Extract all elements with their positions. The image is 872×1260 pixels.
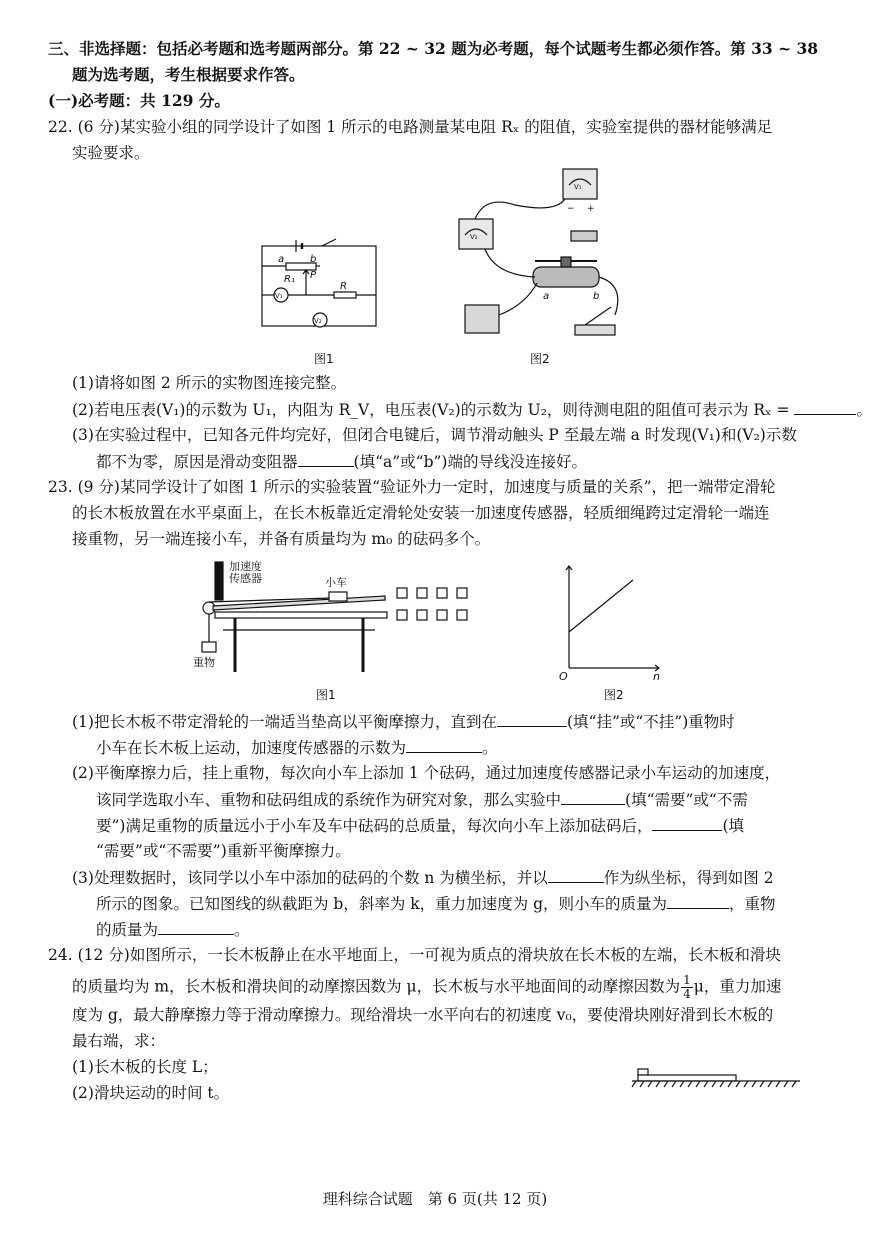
q23-part1-line2 [96, 736, 498, 759]
rheostat-slider [561, 257, 571, 267]
q22-fig1-circuit [250, 236, 390, 336]
q23-part3-blank3 [158, 918, 234, 935]
q24-fraction [681, 974, 693, 1001]
q24-line2-b: μ，重力加速 [693, 977, 782, 996]
q22-part2-blank [794, 398, 856, 415]
wire-2 [485, 249, 535, 277]
q22-fig1-caption: 图1 [314, 352, 334, 366]
q23-part3-line3-b: 。 [234, 921, 250, 939]
resistor-component [571, 231, 597, 241]
label-p: P [310, 270, 317, 281]
q23-part3-blank1 [548, 866, 604, 883]
q23-fig1-apparatus [185, 558, 475, 678]
q24-board-figure [632, 1066, 802, 1090]
graph-origin: O [559, 670, 568, 683]
label-v2: V₂ [314, 317, 322, 325]
label-weight: 重物 [193, 656, 215, 669]
q24-line1: 24. (12 分)如图所示，一长木板静止在水平地面上，一可视为质点的滑块放在长木板的左端，长木板和滑块 [48, 946, 781, 964]
q24-part1: (1)长木板的长度 L； [72, 1058, 218, 1076]
q23-part1-blank1 [497, 710, 567, 727]
wire-1 [475, 199, 565, 219]
q22-part2-end: 。 [856, 401, 872, 419]
hanging-weight [202, 642, 216, 652]
q23-part3-line1-a: (3)处理数据时，该同学以小车中添加的砝码的个数 n 为横坐标，并以 [72, 869, 548, 887]
q23-part3-line1-b: 作为纵坐标，得到如图 2 [603, 869, 774, 887]
cart [329, 592, 347, 601]
q23-part3-line2 [96, 892, 776, 915]
label-cart: 小车 [325, 576, 347, 589]
q23-part2-line2 [96, 788, 748, 811]
page-footer: 理科综合试题 第 6 页(共 12 页) [322, 1190, 548, 1208]
q22-fig2-apparatus [455, 165, 625, 345]
fig2-label-plus: + [587, 204, 595, 214]
q23-intro-line3: 接重物，另一端连接小车，并备有质量均为 m₀ 的砝码多个。 [72, 530, 491, 548]
acceleration-sensor [215, 562, 223, 600]
long-board [213, 596, 385, 610]
q22-part1: (1)请将如图 2 所示的实物图连接完整。 [72, 374, 347, 392]
q23-fig1-caption: 图1 [316, 688, 336, 702]
q22-part3-line1: (3)在实验过程中，已知各元件均完好，但闭合电键后，调节滑动触头 P 至最左端 a 时发现(V₁)和(V₂)示数 [72, 426, 797, 444]
q23-part3-line1 [72, 866, 774, 889]
label-r: R [340, 281, 347, 292]
ground-hatching [632, 1081, 796, 1087]
q23-part2-line3-b: (填 [722, 817, 745, 835]
data-line [569, 580, 633, 632]
q23-part2-blank1 [561, 788, 625, 805]
q23-part2-line3-a: 要”)满足重物的质量远小于小车及车中砝码的总质量，每次向小车上添加砝码后， [96, 817, 653, 835]
label-b: b [310, 254, 317, 265]
q23-fig2-graph [555, 560, 665, 683]
q22-intro-line2: 实验要求。 [72, 144, 150, 162]
q22-part2 [72, 398, 872, 421]
label-sensor-1: 加速度 [229, 560, 262, 573]
switch-blade [322, 239, 336, 246]
q23-part3-line2-a: 所示的图象。已知图线的纵截距为 b，斜率为 k，重力加速度为 g，则小车的质量为 [96, 895, 668, 913]
q24-line4: 最右端，求： [72, 1032, 166, 1050]
q23-part3-line3 [96, 918, 250, 941]
q22-part3-blank [298, 450, 354, 467]
switch-lever [585, 307, 611, 325]
q23-part3-blank2 [667, 892, 729, 909]
table-top [215, 612, 387, 618]
q22-part3-line2-b: (填“a”或“b”)端的导线没连接好。 [353, 453, 587, 471]
q23-part1-line1-a: (1)把长木板不带定滑轮的一端适当垫高以平衡摩擦力，直到在 [72, 713, 497, 731]
graph-xlabel: n [653, 670, 660, 683]
fig2-label-v2: V₂ [470, 233, 478, 241]
q23-part1-line2-b: 。 [482, 739, 498, 757]
q23-part1-blank2 [406, 736, 482, 753]
fig2-label-b: b [593, 291, 600, 302]
q24-fraction-numerator: 1 [683, 973, 691, 987]
required-heading: (一)必考题：共 129 分。 [48, 91, 230, 110]
q24-line2 [72, 974, 781, 1001]
section-heading-line1: 三、非选择题：包括必考题和选考题两部分。第 22 ~ 32 题为必考题，每个试题考生都必须作答。第 33 ~ 38 [48, 39, 819, 58]
q23-fig2-caption: 图2 [604, 688, 624, 702]
q22-part3-line2-a: 都不为零，原因是滑动变阻器 [96, 453, 298, 471]
slider-block [638, 1069, 648, 1075]
label-a: a [278, 254, 285, 265]
wire-4 [499, 283, 537, 315]
q23-intro-line2: 的长木板放置在水平桌面上，在长木板靠近定滑轮处安装一加速度传感器，轻质细绳跨过定滑轮一端连 [72, 504, 770, 522]
fig2-label-minus: − [567, 204, 575, 214]
q24-fraction-denominator: 4 [683, 987, 691, 1001]
rheostat-body [533, 267, 599, 287]
q23-part1-line2-a: 小车在长木板上运动，加速度传感器的示数为 [96, 739, 407, 757]
battery-body [465, 305, 499, 333]
q24-line2-a: 的质量均为 m，长木板和滑块间的动摩擦因数为 μ，长木板与水平地面间的动摩擦因数为 [72, 977, 681, 996]
switch-base [575, 325, 615, 335]
label-sensor-2: 传感器 [229, 572, 262, 585]
q23-part2-line2-b: (填“需要”或“不需 [625, 791, 748, 809]
mass-grid [397, 588, 467, 620]
resistor-r [334, 292, 356, 298]
q24-line3: 度为 g，最大静摩擦力等于滑动摩擦力。现给滑块一水平向右的初速度 v₀，要使滑块刚好滑到长木板的 [72, 1006, 774, 1024]
long-board [638, 1075, 736, 1081]
q23-part2-line4: “需要”或“不需要”)重新平衡摩擦力。 [96, 842, 351, 860]
label-v1: V₁ [275, 292, 283, 300]
q23-part1-line1 [72, 710, 735, 733]
q23-part2-line1: (2)平衡摩擦力后，挂上重物，每次向小车上添加 1 个砝码，通过加速度传感器记录小车运动的加速度， [72, 764, 781, 782]
q22-intro-line1: 22. (6 分)某实验小组的同学设计了如图 1 所示的电路测量某电阻 Rₓ 的阻值，实验室提供的器材能够满足 [48, 118, 773, 136]
q23-part1-line1-b: (填“挂”或“不挂”)重物时 [566, 713, 735, 731]
q23-part3-line2-b: ，重物 [729, 895, 776, 913]
q23-intro-line1: 23. (9 分)某同学设计了如图 1 所示的实验装置“验证外力一定时，加速度与质量的关系”，把一端带定滑轮 [48, 478, 776, 496]
q22-fig2-caption: 图2 [530, 352, 550, 366]
q23-part3-line3-a: 的质量为 [96, 921, 159, 939]
fig2-label-a: a [543, 291, 550, 302]
q24-part2: (2)滑块运动的时间 t。 [72, 1084, 230, 1102]
q23-part2-line3 [96, 814, 744, 837]
fig2-label-v1: V₁ [574, 183, 582, 191]
section-heading-line2: 题为选考题，考生根据要求作答。 [72, 65, 305, 84]
label-r1: R₁ [284, 274, 295, 285]
q22-part3-line2 [96, 450, 587, 473]
q22-part2-text: (2)若电压表(V₁)的示数为 U₁，内阻为 R_V，电压表(V₂)的示数为 U₂，则待测电阻的阻值可表示为 Rₓ = [72, 401, 790, 419]
q23-part2-line2-a: 该同学选取小车、重物和砝码组成的系统作为研究对象，那么实验中 [96, 791, 562, 809]
q23-part2-blank2 [652, 814, 722, 831]
